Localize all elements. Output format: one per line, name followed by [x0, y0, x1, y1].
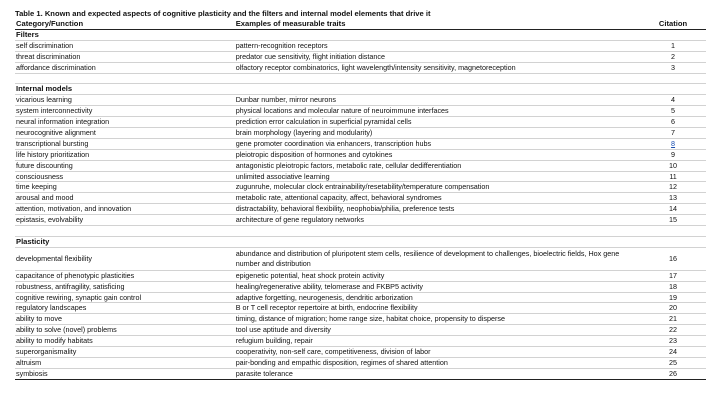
table-row: [15, 303, 706, 314]
examples-cell: antagonistic pleiotropic factors, metabolic rate, cellular dedifferentiation: [235, 160, 462, 170]
citation-cell: 12: [669, 182, 678, 192]
citation-cell: 21: [669, 314, 678, 324]
category-cell: regulatory landscapes: [16, 303, 87, 313]
examples-cell: unlimited associative learning: [235, 171, 330, 181]
table-row: [15, 128, 706, 139]
examples-cell: predator cue sensitivity, flight initiation distance: [235, 51, 385, 61]
examples-cell: pattern-recognition receptors: [235, 40, 328, 50]
citation-cell: 16: [669, 254, 678, 264]
citation-cell: 3: [671, 62, 676, 72]
table-row: [15, 336, 706, 347]
spacer-row: [15, 74, 706, 85]
category-cell: affordance discrimination: [16, 62, 96, 72]
category-cell: robustness, antifragility, satisficing: [16, 281, 125, 291]
citation-cell: 6: [671, 117, 676, 127]
table-row: [15, 248, 706, 271]
table-row: [15, 106, 706, 117]
table-row: [15, 182, 706, 193]
examples-cell: timing, distance of migration; home range size, habitat choice, propensity to disperse: [235, 314, 505, 324]
examples-cell: refugium building, repair: [235, 336, 313, 346]
table-row: [15, 63, 706, 74]
category-cell: neural information integration: [16, 117, 110, 127]
table-row: [15, 358, 706, 369]
section-header-internal-models: [15, 84, 706, 95]
citation-cell: 4: [671, 95, 676, 105]
table-row: [15, 161, 706, 172]
citation-cell: 23: [669, 336, 678, 346]
citation-cell: 17: [669, 270, 678, 280]
category-cell: neurocognitive alignment: [16, 128, 96, 138]
citation-cell: 13: [669, 193, 678, 203]
category-cell: epistasis, evolvability: [16, 215, 84, 225]
table-caption: Table 1. Known and expected aspects of cognitive plasticity and the filters and internal model elements that drive it: [15, 9, 431, 18]
examples-cell: Dunbar number, mirror neurons: [235, 95, 336, 105]
category-cell: consciousness: [16, 171, 64, 181]
section-header-filters: [15, 30, 706, 41]
citation-cell: 1: [671, 40, 676, 50]
examples-cell: pair-bonding and empathic disposition, regimes of shared attention: [235, 357, 448, 367]
examples-cell: architecture of gene regulatory networks: [235, 215, 364, 225]
section-title: Filters: [16, 30, 39, 39]
citation-cell: 19: [669, 292, 678, 302]
category-cell: attention, motivation, and innovation: [16, 204, 132, 214]
category-cell: system interconnectivity: [16, 106, 93, 116]
category-cell: time keeping: [16, 182, 57, 192]
citation-link[interactable]: 8: [671, 138, 676, 148]
category-cell: transcriptional bursting: [16, 138, 89, 148]
examples-cell: adaptive forgetting, neurogenesis, dendritic arborization: [235, 292, 413, 302]
table-row: [15, 193, 706, 204]
citation-cell: 2: [671, 51, 676, 61]
category-cell: future discounting: [16, 160, 73, 170]
table-row: [15, 150, 706, 161]
table-document: [15, 9, 706, 380]
examples-cell: tool use aptitude and diversity: [235, 325, 331, 335]
header-citation: Citation: [658, 19, 688, 28]
citation-cell: 10: [669, 160, 678, 170]
citation-cell: 7: [671, 128, 676, 138]
citation-cell: 5: [671, 106, 676, 116]
examples-cell: healing/regenerative ability, telomerase and FKBP5 activity: [235, 281, 423, 291]
citation-cell: 20: [669, 303, 678, 313]
citation-cell: 25: [669, 357, 678, 367]
examples-cell: physical locations and molecular nature of neuroimmune interfaces: [235, 106, 449, 116]
citation-cell[interactable]: [640, 139, 706, 149]
citation-cell: 22: [669, 325, 678, 335]
category-cell: altruism: [16, 357, 42, 367]
category-cell: capacitance of phenotypic plasticities: [16, 270, 135, 280]
examples-cell: parasite tolerance: [235, 368, 293, 378]
table-header: [15, 19, 706, 30]
table-row: [15, 347, 706, 358]
examples-cell: zugunruhe, molecular clock entrainability/resetability/temperature compensation: [235, 182, 490, 192]
examples-cell: cooperativity, non-self care, competitiveness, division of labor: [235, 347, 431, 357]
examples-cell: epigenetic potential, heat shock protein activity: [235, 270, 385, 280]
table-row: [15, 41, 706, 52]
table-row: [15, 172, 706, 183]
table-row: [15, 271, 706, 282]
section-header-plasticity: [15, 237, 706, 248]
examples-cell: prediction error calculation in superficial pyramidal cells: [235, 117, 412, 127]
table-row: [15, 95, 706, 106]
examples-cell: abundance and distribution of pluripotent stem cells, resilience of development to challenges, bioelectric fields, Hox gene number and distribution: [235, 249, 620, 268]
citation-cell: 15: [669, 215, 678, 225]
spacer-row: [15, 226, 706, 237]
table-row: [15, 139, 706, 150]
examples-cell: distractability, behavioral flexibility, neophobia/philia, preference tests: [235, 204, 455, 214]
category-cell: threat discrimination: [16, 51, 81, 61]
table-row: [15, 282, 706, 293]
table-row: [15, 215, 706, 226]
category-cell: superorganismality: [16, 347, 77, 357]
examples-cell: metabolic rate, attentional capacity, affect, behavioral syndromes: [235, 193, 442, 203]
examples-cell: pleiotropic disposition of hormones and cytokines: [235, 149, 393, 159]
category-cell: ability to modify habitats: [16, 336, 93, 346]
section-title: Internal models: [16, 84, 73, 94]
citation-cell: 9: [671, 149, 676, 159]
category-cell: vicarious learning: [16, 95, 72, 105]
header-category: Category/Function: [16, 19, 84, 28]
category-cell: self discrimination: [16, 40, 74, 50]
citation-cell: 24: [669, 347, 678, 357]
examples-cell: gene promoter coordination via enhancers, transcription hubs: [235, 138, 432, 148]
examples-cell: B or T cell receptor repertoire at birth, endocrine flexibility: [235, 303, 418, 313]
examples-cell: olfactory receptor combinatorics, light wavelength/intensity sensitivity, magnetoreception: [235, 62, 516, 72]
category-cell: cognitive rewiring, synaptic gain control: [16, 292, 142, 302]
citation-cell: 11: [669, 171, 677, 181]
table-row: [15, 117, 706, 128]
category-cell: arousal and mood: [16, 193, 74, 203]
table-row: [15, 314, 706, 325]
table-row: [15, 369, 706, 380]
citation-cell: 18: [669, 281, 678, 291]
category-cell: ability to move: [16, 314, 62, 324]
examples-cell: brain morphology (layering and modularity): [235, 128, 373, 138]
table-row: [15, 293, 706, 304]
table-row: [15, 204, 706, 215]
citation-cell: 26: [669, 368, 678, 378]
header-examples: Examples of measurable traits: [235, 19, 346, 28]
category-cell: developmental flexibility: [16, 254, 92, 264]
table-row: [15, 52, 706, 63]
section-title: Plasticity: [16, 236, 50, 246]
table-row: [15, 325, 706, 336]
category-cell: symbiosis: [16, 368, 48, 378]
category-cell: ability to solve (novel) problems: [16, 325, 117, 335]
citation-cell: 14: [669, 204, 678, 214]
category-cell: life history prioritization: [16, 149, 90, 159]
